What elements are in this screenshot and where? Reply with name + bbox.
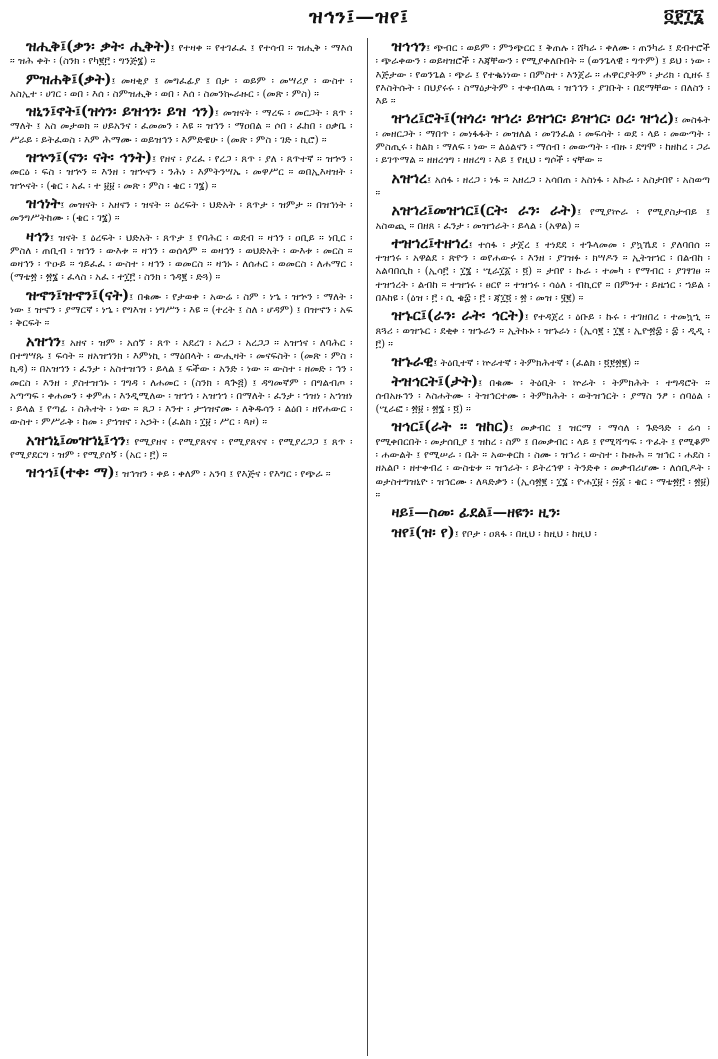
- dictionary-entry: [10, 432, 353, 463]
- dictionary-entry: [10, 149, 353, 193]
- entry-headword: አዝኀኒ፤መዝኀኒ፤ኅን: [26, 431, 126, 449]
- entry-definition: ፤ የዘና ፡ ያረፈ ፡ የረጋ ፡ ጸጥ ፡ ያለ ፡ ጸጥተኛ ። ዝኍን ፡ መርዕ ፡ ፍስ ፡ ዝኍን ። እንዘ ፡ ዝኍናን ፡ ንሕነ ፡ እምትንሣኤ ፡ መዋሥር ። ወበኢእዛዝት ፡ ዝኍናት ፡ (ቄር ፡ አፈ ፡ ተ ፱፱ ፡ መጽ ፡ ምስ ፡ ቄር ፡ ገ፮) ።: [10, 154, 353, 192]
- entry-definition: ፤ አዘና ፡ ዝም ፡ አሰኘ ፡ ጸጥ ፡ አደረገ ፡ አረጋ ፡ አረጋጋ ። አዝኀና ፡ ለባሕር ፡ በተግሣጹ ፤ ፍሳት ። ዘአዝኀንክ ፡ እምነኪ ፡ ማዕበላት ፡ ውሒዛት ፡ መናፍስት ፡ (መጽ ፡ ምስ ፡ ኪዳ) ። በአዝኀን ፡ ፈንታ ፡ አስተዝኅን ፡ ይላል ፤ ፍችው ፡ አንድ ፡ ነው ። ውስተ ፡ ዘመድ ፡ ኅን ፡ መርስ ፡ እንዘ ፡ ያስተዝኅኑ ፡ ገግዳ ፡ ለሐመር ፡ (ስንክ ፡ ጳጕ፭) ፤ ዳግመኛም ፡ በግልብጦ ፡ አጣጣፍ ፡ ቀሐመን ፡ ቀምሐ ፡ እንዲሚለው ፡ ዝኀኀ ፡ አዝኀኀ ፡ በማለት ፡ ፈንታ ፡ ኀዝነ ፡ አኀዝነ ፡ ይላል ፤ የጣፊ ፡ ስሕተት ፡ ነው ። ጸጋ ፡ እንተ ፡ ታኀዝኖሙ ፡ ለቅዱሳን ፡ ልዕበ ፡ ዘየሐውር ፡ ውስተ ፡ ምሥራቅ ፡ ከመ ፡ ያኀዝኖ ፡ አኃት ፡ (ፈልክ ፡ ፲፱ ፡ ሥር ፡ ጳዞ) ።: [10, 337, 353, 429]
- entry-headword: ዝኍን፤(ናን፡ ናት፡ ኅንት): [26, 149, 152, 167]
- dictionary-entry: [10, 195, 353, 226]
- entry-definition: ፤ የተዳጀረ ፡ ዕቡይ ፡ ኩሩ ፡ ተገዘበረ ፡ ተመኳኂ ። ጸጓሪ ፡ ወዝኁር ፡ ደቂቀ ፡ ዝኁራን ። ኢትኩኑ ፡ ዝኁራነ ፡ (ኢሳ፪ ፡ ፲፪ ፡ ኢዮ፳፰ ፡ ፰ ፡ ዲዲ ፡ ፫) ።: [375, 312, 710, 350]
- entry-headword: ዝኀረ፤ሮት፤(ዝጎረ፡ ዝኀረ፡ ይዝኀር፡ ይዝኀር፡ ዐረ፡ ዝኀረ): [391, 110, 675, 128]
- dictionary-entry: [376, 373, 711, 417]
- dictionary-entry: [10, 38, 353, 69]
- entry-definition: ፤ መስፋት ፡ መዘርጋት ፡ ማበጥ ፡ መነፋፋት ፡ መዝለል ፡ መገንፈል ፡ መፍሳት ፡ ወደ ፡ ላይ ፡ መውጣት ፡ ምስጢሩ ፡ ከልክ ፡ ማለፍ ፡ ነው ። ልዕልናን ፡ ማሰብ ፡ መውጣት ፡ ብዙ ፡ ደግሞ ፡ ከዘከረ ፡ ጋራ ፡ ይገጥማል ። ዘዘረጎግ ፡ ዘዘረግ ፡ እይ ፤ የዚህ ፡ ግሶች ፡ ናቸው ።: [375, 115, 710, 167]
- entry-definition: ፤ መዛቂያ ፤ መግፈፊያ ፤ በታ ፡ ወይም ፡ መሣሪያ ፡ ውስተ ፡ አስኢተ ፡ ሀገር ፡ ወበ ፡ እሰ ፡ ስምዝሒቅ ፡ ወበ ፡ እሰ ፡ ስመንኲራዙር ፡ (መጽ ፡ ምስ) ።: [10, 75, 353, 100]
- entry-headword: ዝኅኅ፤(ተቀ፡ ማ): [26, 464, 115, 482]
- entry-definition: ፤ አሰፋ ፡ ዘረጋ ፡ ነፋ ። አዘረጋ ፡ አሳበጠ ፡ አስነፋ ፡ አኩራ ፡ አስታበየ ፡ አስወጣ ።: [375, 174, 710, 199]
- entry-headword: ዝኅኅን: [391, 38, 427, 55]
- entry-headword: ዛይ፤—ስመ፡ ፊደል፤—ዘዩን፡ ዚን፡: [391, 504, 560, 522]
- entry-definition: ፤ መቃብር ፤ ዝርማ ፡ ማሳለ ፡ ጉድጓድ ፡ ሬሳ ፡ የሚቀበርበት ፡ መታሰቢያ ፤ ዝከረ ፡ ስም ፤ በመቃብር ፡ ላይ ፤ የሚሻጣፍ ፡ ጥፈት ፤ የሚቆም ፡ ሐውልት ፤ የሚሠራ ፡ ቤት ። አውቀርከ ፡ ስሙ ፡ ዝኅሪ ፡ ውስተ ፡ ኩዙሕ ። ዝኅር ፡ ሐደስ ፡ ዘአልቦ ፡ ዘተቀብረ ፡ ውስቴቱ ። ዝኅራት ፡ ይትረኅዋ ፡ ትንድቀ ፡ መቃብሪሆሙ ፡ ለሰቢዶት ፡ ወታስተግዝኒዮ ፡ ዝኅርሙ ፡ ለጻድቃን ፡ (ኢሳ፳፪ ፡ ፲፮ ፡ ዮሐ፲፱ ፡ ፵፩ ፡ ቄር ፡ ማቴ፳፫ ፡ ፳፱) ።: [375, 423, 710, 501]
- entry-headword: ዝየ፤(ዝ፡ የ): [391, 523, 455, 541]
- entry-headword: ምዝሐቅ፤(ቃት): [26, 70, 112, 88]
- entry-definition: ፤ የሚያዘና ፡ የሚያጸናና ፡ የሚያጸናና ፡ የሚያረጋጋ ፤ ጸጥ ፡ የሚያደርግ ፡ ዝም ፡ የሚያሰኝ ፡ (አር ፡ ፫) ።: [10, 436, 353, 462]
- entry-headword: ትዝኅርት፤(ታት): [391, 372, 479, 390]
- entry-headword: ዝኆን፤ዝኆን፤(ናት): [26, 286, 130, 304]
- dictionary-entry: [376, 170, 711, 201]
- running-head: ዝኅን፤—ዝየ፤: [309, 6, 409, 28]
- dictionary-entry: [376, 504, 711, 521]
- entry-headword: አዝኀረ: [391, 169, 428, 187]
- dictionary-entry: [376, 418, 711, 502]
- entry-headword: ተዝኀረ፤ተዘኀረ: [391, 234, 469, 252]
- dictionary-entry: [10, 333, 353, 430]
- right-column: [367, 38, 711, 1056]
- entry-headword: ዛኅን: [26, 227, 50, 245]
- entry-definition: ፤ ተሰፋ ፡ ታጀረ ፤ ተነደደ ፡ ተጉላመመ ፡ ያኳኼደ ፡ ያለባበሰ ። ተዝኀሩ ፡ አዋልደ ፡ ጽዮን ፡ ወየሐውሩ ፡ እንዘ ፡ ያገዝፉ ፡ ክሣዶን ። ኢትዝኀር ፡ በልብከ ፡ አልባበሲከ ፡ (ኢሳ፫ ፡ ፲፮ ፡ ሢራ፲፩ ፡ ፬) ። ታበየ ፡ ኩራ ፡ ተመካ ፡ የማብር ፡ ያገፃገፀ ። ተዝኀረት ፡ ልብከ ። ተዝኀሩ ፡ ፀርየ ። ተዝኀሩ ፡ ሳዕለ ፡ ብኪርየ ። በምንተ ፡ ይዜኀር ፡ ኀይል ፡ በእከዩ ፡ (ዕዝ ፡ ፫ ፡ ሲ ቄ፰ ፡ ፫ ፡ ጃ፲፬ ፡ ፳ ፡ መዝ ፡ ፶፪) ።: [375, 239, 710, 305]
- dictionary-entry: [376, 110, 711, 167]
- entry-definition: ፤ መዝናት ፡ ማረፍ ፡ መርጋት ፡ ጸጥ ፡ ማለት ፤ አስ መታወክ ። ሀይአንና ፡ ፈመመን ፡ እዩ ። ዝኅን ፡ ማዐበል ። ሶበ ፡ ፈከበ ፡ ዐቃቤ ፡ ሥራይ ፡ ይትፈወስ ፡ እም ሕማሙ ፡ ወይዝኅን ፡ እምድዌሁ ፡ (መጽ ፡ ምስ ፡ ገድ ፡ ኪሮ) ።: [10, 108, 353, 146]
- dictionary-entry: [10, 228, 353, 285]
- entry-definition: ፤ በቁሙ ፡ ትዕቢት ፡ ኵራት ፡ ትምክሕት ፡ ተግዳሮት ። ሰብአዙኅን ፡ እስሐትሙ ፡ ትዝኅርተሙ ፡ ትምክሕት ፡ ወትዝኅርት ፡ ያማስ ንፆ ፡ ሰባዕል ፡ (ሢራፎ ፡ ፳፱ ፡ ፳፮ ፡ ፬) ።: [375, 377, 710, 416]
- dictionary-entry: [376, 307, 711, 351]
- dictionary-entry: [376, 38, 711, 108]
- entry-headword: ዝኁር፤(ራን፡ ራት፡ ኅርት): [391, 307, 525, 325]
- dictionary-entry: [376, 235, 711, 305]
- left-column: [10, 38, 353, 1056]
- entry-definition: ፤ የተዛቀ ። የተገፈፈ ፤ የተሳብ ። ዝሒቅ ፡ ማእሰ ። ዝሕ ቀት ፡ (ስንክ ፡ የካ፪፫ ፡ ግንጅ፮) ።: [10, 43, 353, 68]
- entry-headword: ዝሒቅ፤(ቃን፡ ቃት፡ ሒቅት): [26, 38, 171, 55]
- entry-headword: ዝኁራዊ: [391, 353, 434, 371]
- page-header: [0, 6, 718, 34]
- dictionary-entry: [376, 353, 711, 370]
- entry-headword: ዝኅር፤(ራት ፡፡ ዝከር): [391, 418, 510, 436]
- entry-definition: ፤ ትዕቢተኛ ፡ ኵራተኛ ፡ ትምክሕተኛ ፡ (ፈልክ ፡ ፬፻፳፪) ።: [433, 358, 640, 370]
- entry-headword: አዝኀን: [26, 332, 61, 350]
- text-columns: [10, 38, 710, 1056]
- dictionary-entry: [376, 524, 711, 541]
- dictionary-entry: [10, 464, 353, 481]
- dictionary-entry: [10, 287, 353, 331]
- dictionary-entry: [10, 71, 353, 102]
- entry-headword: ዝኅነት: [26, 194, 61, 212]
- entry-definition: ፤ መዝናት ፡ አዘናን ፡ ዝናት ። ዕረፍት ፡ ህድአት ፡ ጸጥታ ፡ ዝምታ ። በዝኅነት ፡ መንግሥትከሙ ፡ (ቄር ፡ ገ፮) ።: [10, 199, 353, 225]
- entry-definition: ፤ የሚያኵራ ፡ የሚያስታብይ ፤ አስወጪ ። በዘጸ ፡ ፈንታ ፡ መዝኀራት ፡ ይላል ፡ (አዋል) ።: [375, 207, 710, 232]
- entry-headword: ዝኒን፤ኖት፤(ዝጎን፡ ይዝኅን፡ ይዝ ኅን): [26, 103, 215, 121]
- dictionary-entry: [10, 103, 353, 147]
- dictionary-entry: [376, 202, 711, 233]
- entry-definition: ፤ ጭብር ፡ ወይም ፡ ምንጭርር ፤ ቅጠሉ ፡ ሸካራ ፡ ቀለሙ ፡ ጠንካራ ፤ ደብተሮች ፡ ጭራቀውን ፡ ወይዛዝሮች ፡ እጃቸውን ፡ የሚያቀለቡበት ። (ወንጌላዊ ፡ ግጥም) ፤ ይህ ፡ ነው ፡ እጅታው ፡ የወንጌል ፡ ጭራ ፤ የተቈነነው ፡ በምስተ ፡ እንጀራ ። ሐዋርያትም ፡ ታሪክ ፡ ሲዘሩ ፤ የእስትሱት ፡ በህያሩሩ ፡ ስማዕታትም ፡ ተቀብለዉ ፡ ዝኅኅን ፡ ያገቡት ፡ በደማቸው ፡ በለስን ፡ እይ ።: [375, 43, 710, 108]
- entry-definition: ፤ በቁሙ ፡ የታወቀ ፡ አውሬ ፡ ስም ፡ ነኄ ፡ ዝኍን ፡ ማለት ፡ ነው ፤ ዝኆን ፡ ያማርኛ ፡ ነኄ ፡ የግእዝ ፡ ነግሥን ፡ እዩ ። (ተረት ፤ ስለ ፡ ሆዳም) ፤ በዝኆን ፡ አፍ ፡ ቅርፍት ።: [10, 291, 353, 330]
- entry-definition: ፤ ዝናት ፤ ዕረፍት ፡ ህድአት ፡ ጸጥታ ፤ የባሕር ፡ ወደብ ። ዛኅን ፡ ዐቢይ ። ነቢር ፡ ምስለ ፡ ጠቢብ ፡ ዝኅን ፡ ውእቱ ። ዛኅን ፡ ወሰላም ። ወዛኅን ፡ ወህድአት ፡ ውእቱ ፡ መርስ ። ወዛኅን ፡ ጥዑይ ። ጎይፈፈ ፡ ውስተ ፡ ዛኅን ፡ ወመርስ ። ዛኅኑ ፡ ለሰሐር ፡ ወመርስ ፡ ለሐማር ፡ (ማቴ፳ ፡ ፳፮ ፡ ፈላስ ፡ አፈ ፡ ተ፲፫ ፡ ስንክ ፡ ኅዳ፪ ፡ ድጓ) ።: [10, 232, 353, 284]
- entry-definition: ፤ ዝኅዝን ፡ ቀይ ፡ ቀለም ፡ አንባ ፤ የእጅና ፡ የእግር ፡ የጭራ ።: [114, 469, 331, 481]
- entry-definition: ፤ የቦታ ፡ ዐጸፋ ፡ በዚህ ፡ ከዚህ ፡ ከዚህ ፡: [454, 528, 597, 540]
- entry-headword: አዝኀሪ፤መዝኀር፤(ርት፡ ራን፡ ራት): [391, 202, 578, 220]
- page-number: ፬፻፲፮: [663, 6, 704, 27]
